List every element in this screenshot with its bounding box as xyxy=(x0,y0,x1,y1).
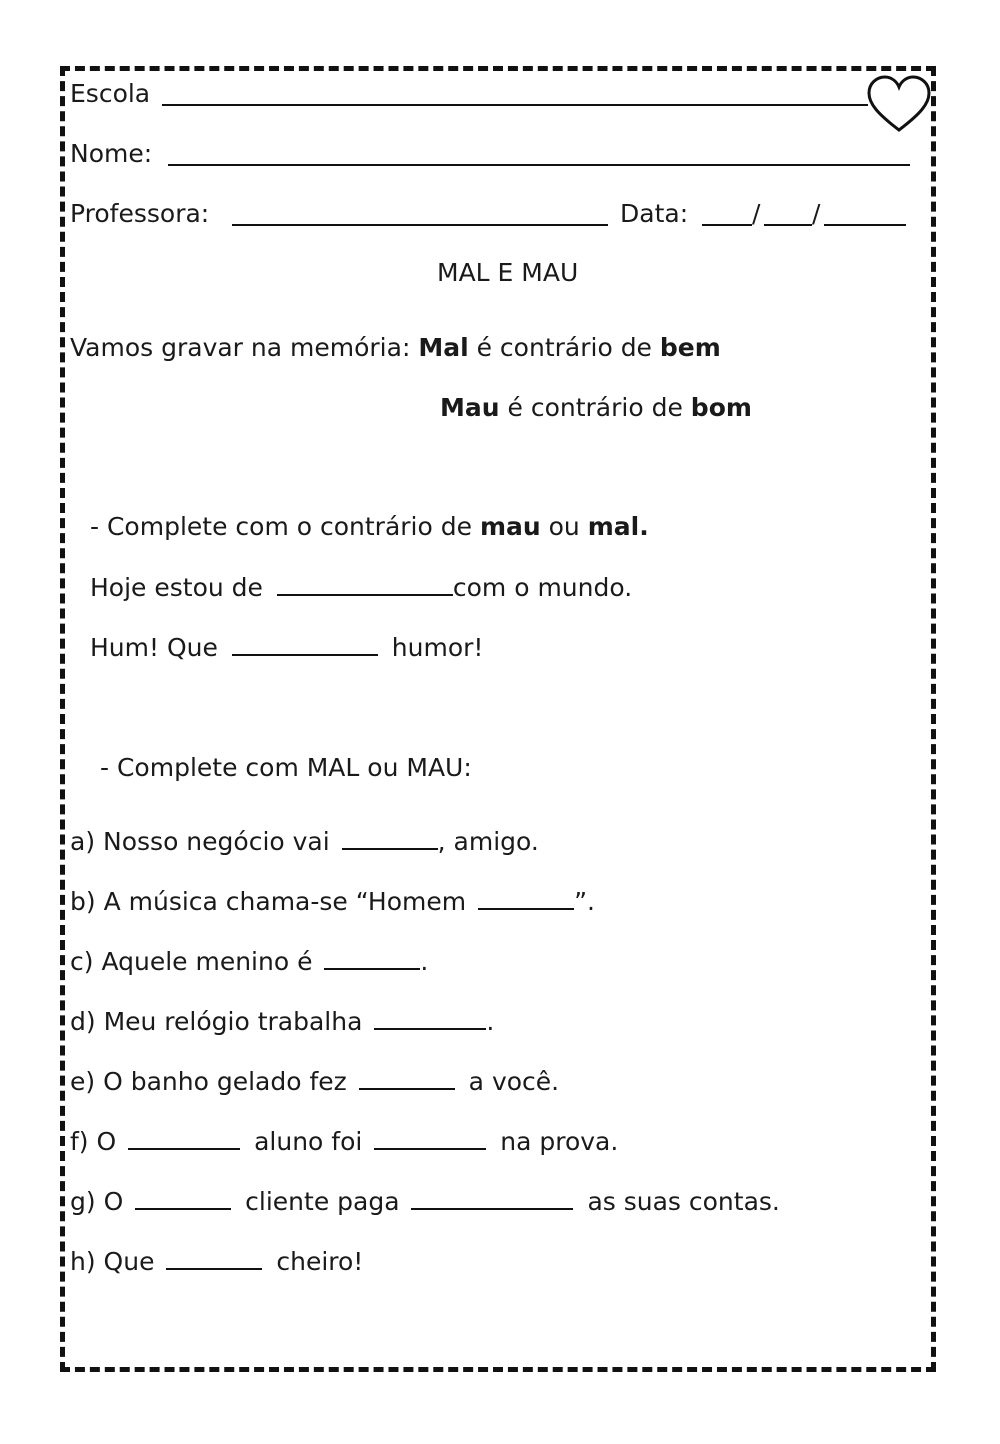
answer-blank[interactable] xyxy=(374,1126,486,1150)
name-label: Nome: xyxy=(70,139,153,168)
teacher-label: Professora: xyxy=(70,199,210,228)
item-c xyxy=(70,946,428,977)
answer-blank[interactable] xyxy=(342,826,438,850)
item-a xyxy=(70,826,539,857)
word-ou: ou xyxy=(548,512,580,541)
item-middle: cliente paga xyxy=(245,1187,400,1216)
teacher-field[interactable] xyxy=(232,202,608,226)
item-text: f) O xyxy=(70,1127,117,1156)
item-end: , amigo. xyxy=(437,827,539,856)
answer-blank[interactable] xyxy=(277,572,453,596)
answer-blank[interactable] xyxy=(128,1126,240,1150)
item-end: as suas contas. xyxy=(587,1187,780,1216)
memory-mal-word: Mal xyxy=(418,333,469,362)
item-end: cheiro! xyxy=(276,1247,364,1276)
item-text: a) Nosso negócio vai xyxy=(70,827,330,856)
line-start: Hoje estou de xyxy=(90,573,263,602)
memory-mal-rest: é contrário de xyxy=(476,333,652,362)
name-field[interactable] xyxy=(168,142,910,166)
memory-mau-opposite: bom xyxy=(690,393,752,422)
item-text: g) O xyxy=(70,1187,124,1216)
answer-blank[interactable] xyxy=(166,1246,262,1270)
school-label: Escola xyxy=(70,79,151,108)
memory-mau-rest: é contrário de xyxy=(507,393,683,422)
date-month-field[interactable] xyxy=(764,202,812,226)
memory-intro: Vamos gravar na memória: xyxy=(70,333,411,362)
exercise1-instruction xyxy=(90,512,649,542)
answer-blank[interactable] xyxy=(411,1186,573,1210)
item-e xyxy=(70,1066,559,1097)
item-g xyxy=(70,1186,780,1217)
answer-blank[interactable] xyxy=(359,1066,455,1090)
item-h xyxy=(70,1246,363,1277)
word-mau: mau xyxy=(479,512,541,541)
item-end: . xyxy=(486,1007,495,1036)
memory-line-2 xyxy=(440,393,752,423)
memory-mau-word: Mau xyxy=(440,393,500,422)
name-line xyxy=(70,139,152,169)
item-middle: aluno foi xyxy=(254,1127,363,1156)
item-end: ”. xyxy=(574,887,595,916)
item-end: a você. xyxy=(468,1067,560,1096)
answer-blank[interactable] xyxy=(324,946,420,970)
school-field[interactable] xyxy=(162,82,868,106)
line-end: com o mundo. xyxy=(452,573,633,602)
item-text: c) Aquele menino é xyxy=(70,947,313,976)
item-end: na prova. xyxy=(500,1127,619,1156)
item-b xyxy=(70,886,595,917)
item-text: d) Meu relógio trabalha xyxy=(70,1007,363,1036)
line-end: humor! xyxy=(391,633,484,662)
answer-blank[interactable] xyxy=(232,632,378,656)
teacher-line xyxy=(70,199,209,229)
date-separator: / xyxy=(812,199,821,228)
instruction-text: - Complete com o contrário de xyxy=(90,512,472,541)
answer-blank[interactable] xyxy=(478,886,574,910)
word-mal: mal. xyxy=(587,512,649,541)
exercise1-line-2 xyxy=(90,632,483,663)
page-title: MAL E MAU xyxy=(437,258,579,287)
answer-blank[interactable] xyxy=(135,1186,231,1210)
school-line xyxy=(70,79,150,109)
item-text: h) Que xyxy=(70,1247,155,1276)
answer-blank[interactable] xyxy=(374,1006,486,1030)
exercise2-instruction: - Complete com MAL ou MAU: xyxy=(100,753,472,782)
line-start: Hum! Que xyxy=(90,633,218,662)
item-d xyxy=(70,1006,494,1037)
memory-mal-opposite: bem xyxy=(659,333,721,362)
item-text: e) O banho gelado fez xyxy=(70,1067,347,1096)
date-year-field[interactable] xyxy=(824,202,906,226)
date-separator: / xyxy=(752,199,761,228)
item-text: b) A música chama-se “Homem xyxy=(70,887,467,916)
item-end: . xyxy=(420,947,429,976)
heart-icon xyxy=(866,74,932,136)
memory-line-1 xyxy=(70,333,721,363)
item-f xyxy=(70,1126,618,1157)
date-day-field[interactable] xyxy=(702,202,752,226)
exercise1-line-1 xyxy=(90,572,632,603)
date-label: Data: xyxy=(620,199,689,228)
